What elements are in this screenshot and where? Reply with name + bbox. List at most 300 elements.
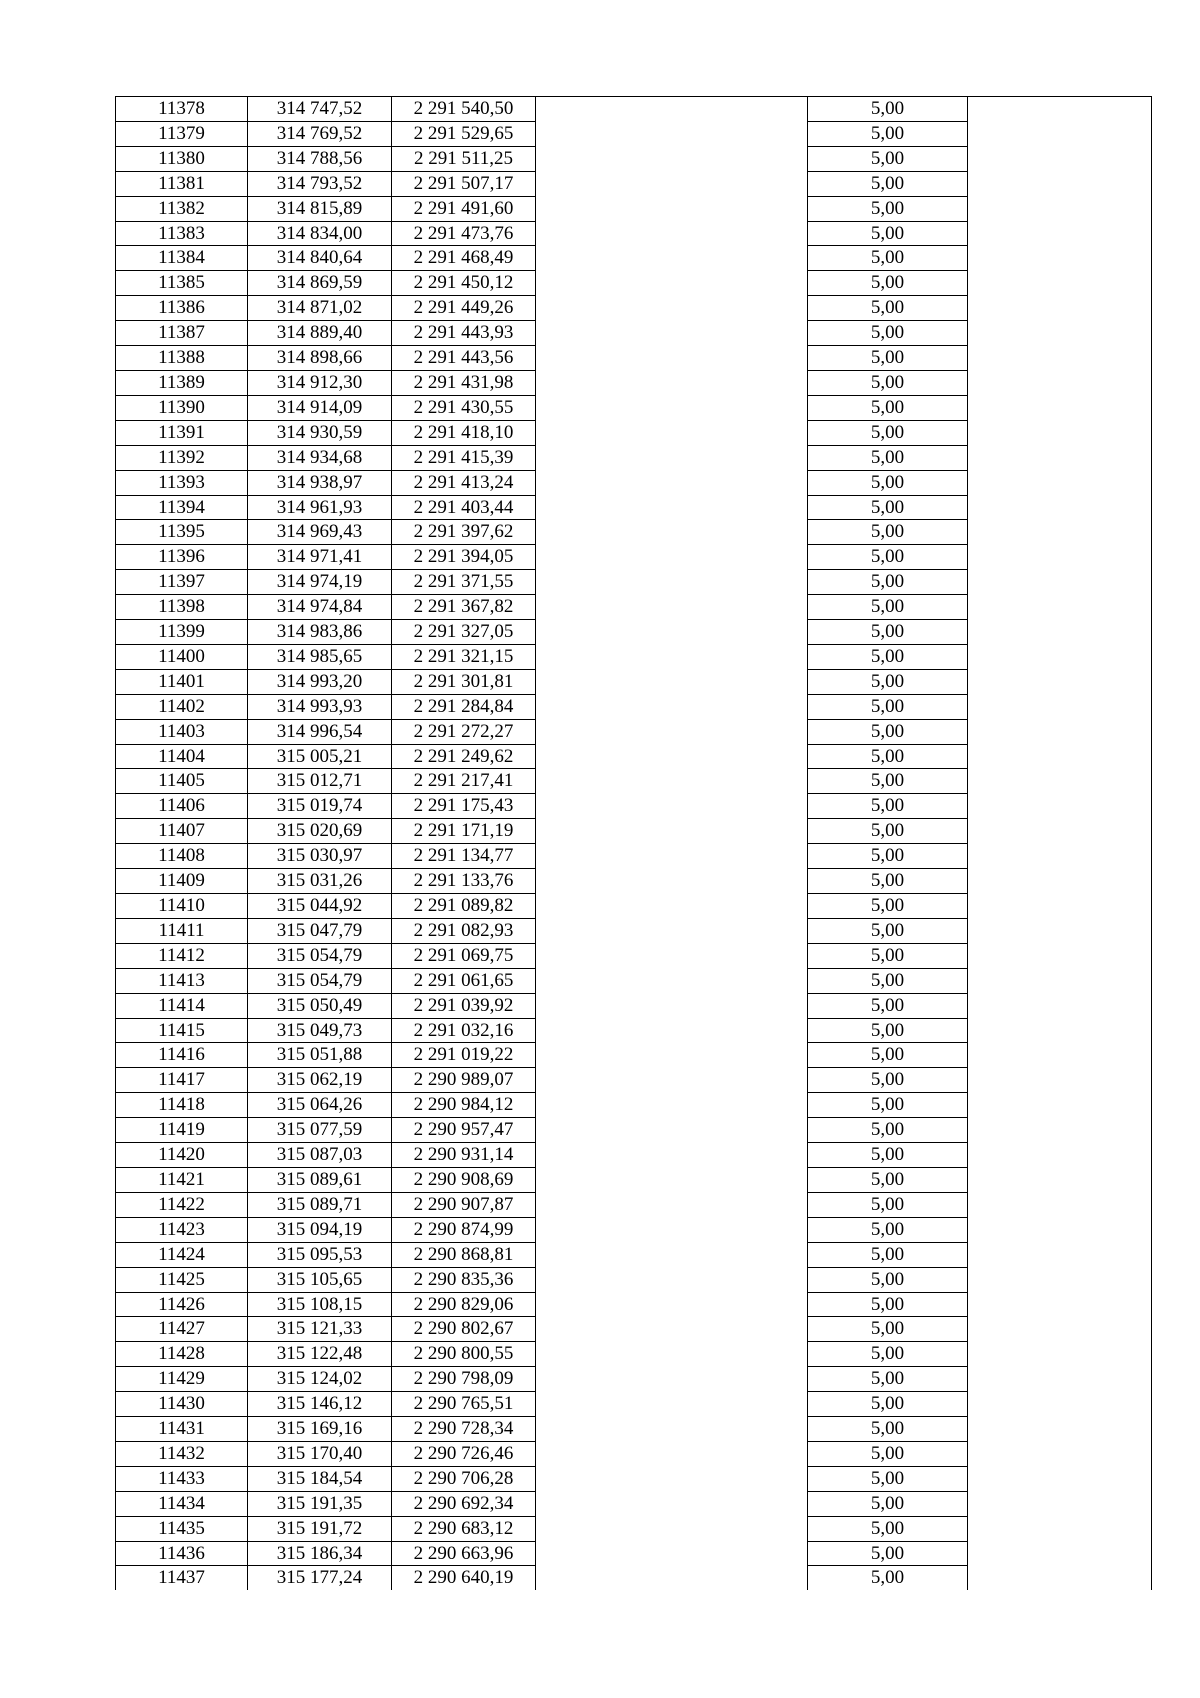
accuracy-cell: 5,00 (808, 1143, 968, 1168)
blank-cell (536, 1367, 808, 1392)
notes-cell (968, 1441, 1152, 1466)
blank-cell (536, 121, 808, 146)
notes-cell (968, 495, 1152, 520)
y-coordinate-cell: 2 291 371,55 (392, 570, 536, 595)
y-coordinate-cell: 2 291 217,41 (392, 769, 536, 794)
accuracy-cell: 5,00 (808, 1192, 968, 1217)
y-coordinate-cell: 2 291 418,10 (392, 420, 536, 445)
y-coordinate-cell: 2 290 728,34 (392, 1417, 536, 1442)
x-coordinate-cell: 314 930,59 (248, 420, 392, 445)
notes-cell (968, 420, 1152, 445)
y-coordinate-cell: 2 291 450,12 (392, 271, 536, 296)
accuracy-cell: 5,00 (808, 620, 968, 645)
x-coordinate-cell: 315 051,88 (248, 1043, 392, 1068)
y-coordinate-cell: 2 291 431,98 (392, 370, 536, 395)
accuracy-cell: 5,00 (808, 1043, 968, 1068)
x-coordinate-cell: 314 934,68 (248, 445, 392, 470)
accuracy-cell: 5,00 (808, 669, 968, 694)
point-number-cell: 11406 (116, 794, 248, 819)
y-coordinate-cell: 2 291 473,76 (392, 221, 536, 246)
y-coordinate-cell: 2 291 134,77 (392, 844, 536, 869)
accuracy-cell: 5,00 (808, 844, 968, 869)
x-coordinate-cell: 315 044,92 (248, 894, 392, 919)
blank-cell (536, 1267, 808, 1292)
y-coordinate-cell: 2 291 039,92 (392, 993, 536, 1018)
accuracy-cell: 5,00 (808, 644, 968, 669)
notes-cell (968, 819, 1152, 844)
point-number-cell: 11432 (116, 1441, 248, 1466)
x-coordinate-cell: 315 077,59 (248, 1118, 392, 1143)
point-number-cell: 11427 (116, 1317, 248, 1342)
notes-cell (968, 1267, 1152, 1292)
table-row (116, 495, 1152, 520)
blank-cell (536, 171, 808, 196)
y-coordinate-cell: 2 291 415,39 (392, 445, 536, 470)
y-coordinate-cell: 2 290 692,34 (392, 1491, 536, 1516)
blank-cell (536, 1292, 808, 1317)
y-coordinate-cell: 2 291 430,55 (392, 395, 536, 420)
x-coordinate-cell: 314 788,56 (248, 146, 392, 171)
notes-cell (968, 669, 1152, 694)
notes-cell (968, 943, 1152, 968)
accuracy-cell: 5,00 (808, 1118, 968, 1143)
notes-cell (968, 321, 1152, 346)
point-number-cell: 11404 (116, 744, 248, 769)
point-number-cell: 11422 (116, 1192, 248, 1217)
table-row (116, 1192, 1152, 1217)
y-coordinate-cell: 2 291 301,81 (392, 669, 536, 694)
notes-cell (968, 1417, 1152, 1442)
accuracy-cell: 5,00 (808, 869, 968, 894)
notes-cell (968, 1392, 1152, 1417)
x-coordinate-cell: 315 049,73 (248, 1018, 392, 1043)
blank-cell (536, 669, 808, 694)
notes-cell (968, 545, 1152, 570)
table-row (116, 918, 1152, 943)
accuracy-cell: 5,00 (808, 146, 968, 171)
table-row (116, 1217, 1152, 1242)
blank-cell (536, 520, 808, 545)
point-number-cell: 11397 (116, 570, 248, 595)
blank-cell (536, 370, 808, 395)
x-coordinate-cell: 315 105,65 (248, 1267, 392, 1292)
table-row (116, 943, 1152, 968)
blank-cell (536, 395, 808, 420)
notes-cell (968, 719, 1152, 744)
blank-cell (536, 1192, 808, 1217)
y-coordinate-cell: 2 290 931,14 (392, 1143, 536, 1168)
y-coordinate-cell: 2 291 394,05 (392, 545, 536, 570)
table-row (116, 370, 1152, 395)
table-row (116, 570, 1152, 595)
y-coordinate-cell: 2 290 798,09 (392, 1367, 536, 1392)
blank-cell (536, 570, 808, 595)
y-coordinate-cell: 2 291 367,82 (392, 595, 536, 620)
accuracy-cell: 5,00 (808, 1491, 968, 1516)
blank-cell (536, 694, 808, 719)
accuracy-cell: 5,00 (808, 1292, 968, 1317)
table-row (116, 968, 1152, 993)
y-coordinate-cell: 2 291 171,19 (392, 819, 536, 844)
y-coordinate-cell: 2 290 829,06 (392, 1292, 536, 1317)
y-coordinate-cell: 2 291 061,65 (392, 968, 536, 993)
table-row (116, 196, 1152, 221)
notes-cell (968, 1292, 1152, 1317)
blank-cell (536, 918, 808, 943)
notes-cell (968, 744, 1152, 769)
accuracy-cell: 5,00 (808, 221, 968, 246)
blank-cell (536, 321, 808, 346)
x-coordinate-cell: 315 121,33 (248, 1317, 392, 1342)
point-number-cell: 11391 (116, 420, 248, 445)
notes-cell (968, 1466, 1152, 1491)
table-row (116, 321, 1152, 346)
y-coordinate-cell: 2 291 540,50 (392, 97, 536, 122)
point-number-cell: 11414 (116, 993, 248, 1018)
accuracy-cell: 5,00 (808, 97, 968, 122)
notes-cell (968, 520, 1152, 545)
notes-cell (968, 794, 1152, 819)
notes-cell (968, 1143, 1152, 1168)
table-row (116, 1367, 1152, 1392)
blank-cell (536, 894, 808, 919)
accuracy-cell: 5,00 (808, 520, 968, 545)
x-coordinate-cell: 315 191,72 (248, 1516, 392, 1541)
accuracy-cell: 5,00 (808, 246, 968, 271)
table-row (116, 1267, 1152, 1292)
y-coordinate-cell: 2 290 683,12 (392, 1516, 536, 1541)
blank-cell (536, 97, 808, 122)
point-number-cell: 11423 (116, 1217, 248, 1242)
notes-cell (968, 196, 1152, 221)
notes-cell (968, 370, 1152, 395)
accuracy-cell: 5,00 (808, 1018, 968, 1043)
accuracy-cell: 5,00 (808, 395, 968, 420)
table-row (116, 346, 1152, 371)
blank-cell (536, 1242, 808, 1267)
y-coordinate-cell: 2 291 468,49 (392, 246, 536, 271)
notes-cell (968, 844, 1152, 869)
point-number-cell: 11413 (116, 968, 248, 993)
blank-cell (536, 844, 808, 869)
accuracy-cell: 5,00 (808, 1342, 968, 1367)
notes-cell (968, 445, 1152, 470)
accuracy-cell: 5,00 (808, 1217, 968, 1242)
table-row (116, 520, 1152, 545)
table-row (116, 1491, 1152, 1516)
x-coordinate-cell: 315 108,15 (248, 1292, 392, 1317)
y-coordinate-cell: 2 290 726,46 (392, 1441, 536, 1466)
x-coordinate-cell: 314 993,20 (248, 669, 392, 694)
x-coordinate-cell: 315 064,26 (248, 1093, 392, 1118)
table-row (116, 1441, 1152, 1466)
x-coordinate-cell: 315 095,53 (248, 1242, 392, 1267)
y-coordinate-cell: 2 291 511,25 (392, 146, 536, 171)
table-row (116, 620, 1152, 645)
notes-cell (968, 1192, 1152, 1217)
table-row (116, 1392, 1152, 1417)
table-row (116, 171, 1152, 196)
point-number-cell: 11425 (116, 1267, 248, 1292)
table-row (116, 644, 1152, 669)
table-row (116, 1292, 1152, 1317)
notes-cell (968, 221, 1152, 246)
accuracy-cell: 5,00 (808, 346, 968, 371)
point-number-cell: 11389 (116, 370, 248, 395)
y-coordinate-cell: 2 290 989,07 (392, 1068, 536, 1093)
notes-cell (968, 1491, 1152, 1516)
accuracy-cell: 5,00 (808, 794, 968, 819)
accuracy-cell: 5,00 (808, 1367, 968, 1392)
x-coordinate-cell: 315 030,97 (248, 844, 392, 869)
accuracy-cell: 5,00 (808, 993, 968, 1018)
blank-cell (536, 1491, 808, 1516)
blank-cell (536, 545, 808, 570)
x-coordinate-cell: 315 177,24 (248, 1566, 392, 1590)
notes-cell (968, 595, 1152, 620)
accuracy-cell: 5,00 (808, 1068, 968, 1093)
point-number-cell: 11415 (116, 1018, 248, 1043)
table-row (116, 1516, 1152, 1541)
notes-cell (968, 1541, 1152, 1566)
y-coordinate-cell: 2 291 032,16 (392, 1018, 536, 1043)
accuracy-cell: 5,00 (808, 1093, 968, 1118)
accuracy-cell: 5,00 (808, 894, 968, 919)
table-row (116, 669, 1152, 694)
x-coordinate-cell: 314 974,19 (248, 570, 392, 595)
table-row (116, 869, 1152, 894)
point-number-cell: 11408 (116, 844, 248, 869)
accuracy-cell: 5,00 (808, 495, 968, 520)
table-row (116, 1417, 1152, 1442)
blank-cell (536, 1317, 808, 1342)
x-coordinate-cell: 314 834,00 (248, 221, 392, 246)
notes-cell (968, 121, 1152, 146)
table-row (116, 146, 1152, 171)
x-coordinate-cell: 315 031,26 (248, 869, 392, 894)
x-coordinate-cell: 315 062,19 (248, 1068, 392, 1093)
blank-cell (536, 246, 808, 271)
blank-cell (536, 869, 808, 894)
x-coordinate-cell: 315 170,40 (248, 1441, 392, 1466)
x-coordinate-cell: 314 985,65 (248, 644, 392, 669)
notes-cell (968, 246, 1152, 271)
x-coordinate-cell: 314 747,52 (248, 97, 392, 122)
y-coordinate-cell: 2 290 835,36 (392, 1267, 536, 1292)
blank-cell (536, 794, 808, 819)
blank-cell (536, 1342, 808, 1367)
blank-cell (536, 221, 808, 246)
y-coordinate-cell: 2 290 640,19 (392, 1566, 536, 1590)
accuracy-cell: 5,00 (808, 271, 968, 296)
y-coordinate-cell: 2 291 321,15 (392, 644, 536, 669)
x-coordinate-cell: 315 146,12 (248, 1392, 392, 1417)
y-coordinate-cell: 2 290 908,69 (392, 1167, 536, 1192)
y-coordinate-cell: 2 291 443,93 (392, 321, 536, 346)
table-row (116, 1118, 1152, 1143)
accuracy-cell: 5,00 (808, 694, 968, 719)
x-coordinate-cell: 314 969,43 (248, 520, 392, 545)
blank-cell (536, 769, 808, 794)
y-coordinate-cell: 2 291 082,93 (392, 918, 536, 943)
point-number-cell: 11429 (116, 1367, 248, 1392)
accuracy-cell: 5,00 (808, 1441, 968, 1466)
notes-cell (968, 1068, 1152, 1093)
blank-cell (536, 271, 808, 296)
point-number-cell: 11424 (116, 1242, 248, 1267)
notes-cell (968, 894, 1152, 919)
blank-cell (536, 445, 808, 470)
notes-cell (968, 1093, 1152, 1118)
notes-cell (968, 171, 1152, 196)
notes-cell (968, 869, 1152, 894)
x-coordinate-cell: 315 020,69 (248, 819, 392, 844)
accuracy-cell: 5,00 (808, 570, 968, 595)
point-number-cell: 11383 (116, 221, 248, 246)
point-number-cell: 11416 (116, 1043, 248, 1068)
table-row (116, 1093, 1152, 1118)
blank-cell (536, 620, 808, 645)
x-coordinate-cell: 314 914,09 (248, 395, 392, 420)
table-row (116, 595, 1152, 620)
point-number-cell: 11431 (116, 1417, 248, 1442)
x-coordinate-cell: 314 840,64 (248, 246, 392, 271)
notes-cell (968, 1317, 1152, 1342)
x-coordinate-cell: 314 889,40 (248, 321, 392, 346)
blank-cell (536, 196, 808, 221)
y-coordinate-cell: 2 291 069,75 (392, 943, 536, 968)
x-coordinate-cell: 314 938,97 (248, 470, 392, 495)
notes-cell (968, 1242, 1152, 1267)
y-coordinate-cell: 2 290 802,67 (392, 1317, 536, 1342)
blank-cell (536, 1392, 808, 1417)
point-number-cell: 11378 (116, 97, 248, 122)
point-number-cell: 11398 (116, 595, 248, 620)
blank-cell (536, 1541, 808, 1566)
accuracy-cell: 5,00 (808, 1267, 968, 1292)
coordinates-table (115, 96, 1152, 1590)
notes-cell (968, 346, 1152, 371)
x-coordinate-cell: 315 054,79 (248, 968, 392, 993)
y-coordinate-cell: 2 291 249,62 (392, 744, 536, 769)
point-number-cell: 11390 (116, 395, 248, 420)
point-number-cell: 11380 (116, 146, 248, 171)
notes-cell (968, 470, 1152, 495)
blank-cell (536, 968, 808, 993)
y-coordinate-cell: 2 291 397,62 (392, 520, 536, 545)
point-number-cell: 11434 (116, 1491, 248, 1516)
y-coordinate-cell: 2 291 272,27 (392, 719, 536, 744)
x-coordinate-cell: 315 191,35 (248, 1491, 392, 1516)
x-coordinate-cell: 315 012,71 (248, 769, 392, 794)
table-row (116, 420, 1152, 445)
x-coordinate-cell: 315 050,49 (248, 993, 392, 1018)
point-number-cell: 11409 (116, 869, 248, 894)
blank-cell (536, 1118, 808, 1143)
notes-cell (968, 146, 1152, 171)
point-number-cell: 11396 (116, 545, 248, 570)
accuracy-cell: 5,00 (808, 196, 968, 221)
point-number-cell: 11428 (116, 1342, 248, 1367)
blank-cell (536, 1167, 808, 1192)
blank-cell (536, 1516, 808, 1541)
notes-cell (968, 570, 1152, 595)
table-row (116, 1018, 1152, 1043)
accuracy-cell: 5,00 (808, 819, 968, 844)
y-coordinate-cell: 2 290 874,99 (392, 1217, 536, 1242)
table-row (116, 1043, 1152, 1068)
blank-cell (536, 1068, 808, 1093)
notes-cell (968, 1118, 1152, 1143)
accuracy-cell: 5,00 (808, 1317, 968, 1342)
x-coordinate-cell: 315 089,71 (248, 1192, 392, 1217)
notes-cell (968, 968, 1152, 993)
blank-cell (536, 470, 808, 495)
accuracy-cell: 5,00 (808, 121, 968, 146)
y-coordinate-cell: 2 291 284,84 (392, 694, 536, 719)
x-coordinate-cell: 314 974,84 (248, 595, 392, 620)
point-number-cell: 11386 (116, 296, 248, 321)
point-number-cell: 11402 (116, 694, 248, 719)
x-coordinate-cell: 314 993,93 (248, 694, 392, 719)
x-coordinate-cell: 315 169,16 (248, 1417, 392, 1442)
point-number-cell: 11411 (116, 918, 248, 943)
x-coordinate-cell: 314 961,93 (248, 495, 392, 520)
accuracy-cell: 5,00 (808, 943, 968, 968)
y-coordinate-cell: 2 291 133,76 (392, 869, 536, 894)
y-coordinate-cell: 2 290 663,96 (392, 1541, 536, 1566)
blank-cell (536, 346, 808, 371)
point-number-cell: 11394 (116, 495, 248, 520)
x-coordinate-cell: 314 912,30 (248, 370, 392, 395)
blank-cell (536, 1018, 808, 1043)
y-coordinate-cell: 2 290 868,81 (392, 1242, 536, 1267)
accuracy-cell: 5,00 (808, 370, 968, 395)
blank-cell (536, 943, 808, 968)
blank-cell (536, 1093, 808, 1118)
accuracy-cell: 5,00 (808, 719, 968, 744)
table-row (116, 694, 1152, 719)
accuracy-cell: 5,00 (808, 470, 968, 495)
y-coordinate-cell: 2 291 089,82 (392, 894, 536, 919)
notes-cell (968, 1217, 1152, 1242)
x-coordinate-cell: 315 094,19 (248, 1217, 392, 1242)
table-row (116, 894, 1152, 919)
blank-cell (536, 993, 808, 1018)
y-coordinate-cell: 2 291 019,22 (392, 1043, 536, 1068)
accuracy-cell: 5,00 (808, 1566, 968, 1590)
table-row (116, 744, 1152, 769)
accuracy-cell: 5,00 (808, 1541, 968, 1566)
notes-cell (968, 620, 1152, 645)
y-coordinate-cell: 2 291 327,05 (392, 620, 536, 645)
y-coordinate-cell: 2 291 491,60 (392, 196, 536, 221)
y-coordinate-cell: 2 290 765,51 (392, 1392, 536, 1417)
accuracy-cell: 5,00 (808, 420, 968, 445)
x-coordinate-cell: 315 186,34 (248, 1541, 392, 1566)
table-row (116, 395, 1152, 420)
table-row (116, 97, 1152, 122)
point-number-cell: 11381 (116, 171, 248, 196)
y-coordinate-cell: 2 291 413,24 (392, 470, 536, 495)
notes-cell (968, 296, 1152, 321)
blank-cell (536, 719, 808, 744)
blank-cell (536, 1417, 808, 1442)
x-coordinate-cell: 314 869,59 (248, 271, 392, 296)
y-coordinate-cell: 2 291 175,43 (392, 794, 536, 819)
y-coordinate-cell: 2 290 984,12 (392, 1093, 536, 1118)
table-row (116, 844, 1152, 869)
